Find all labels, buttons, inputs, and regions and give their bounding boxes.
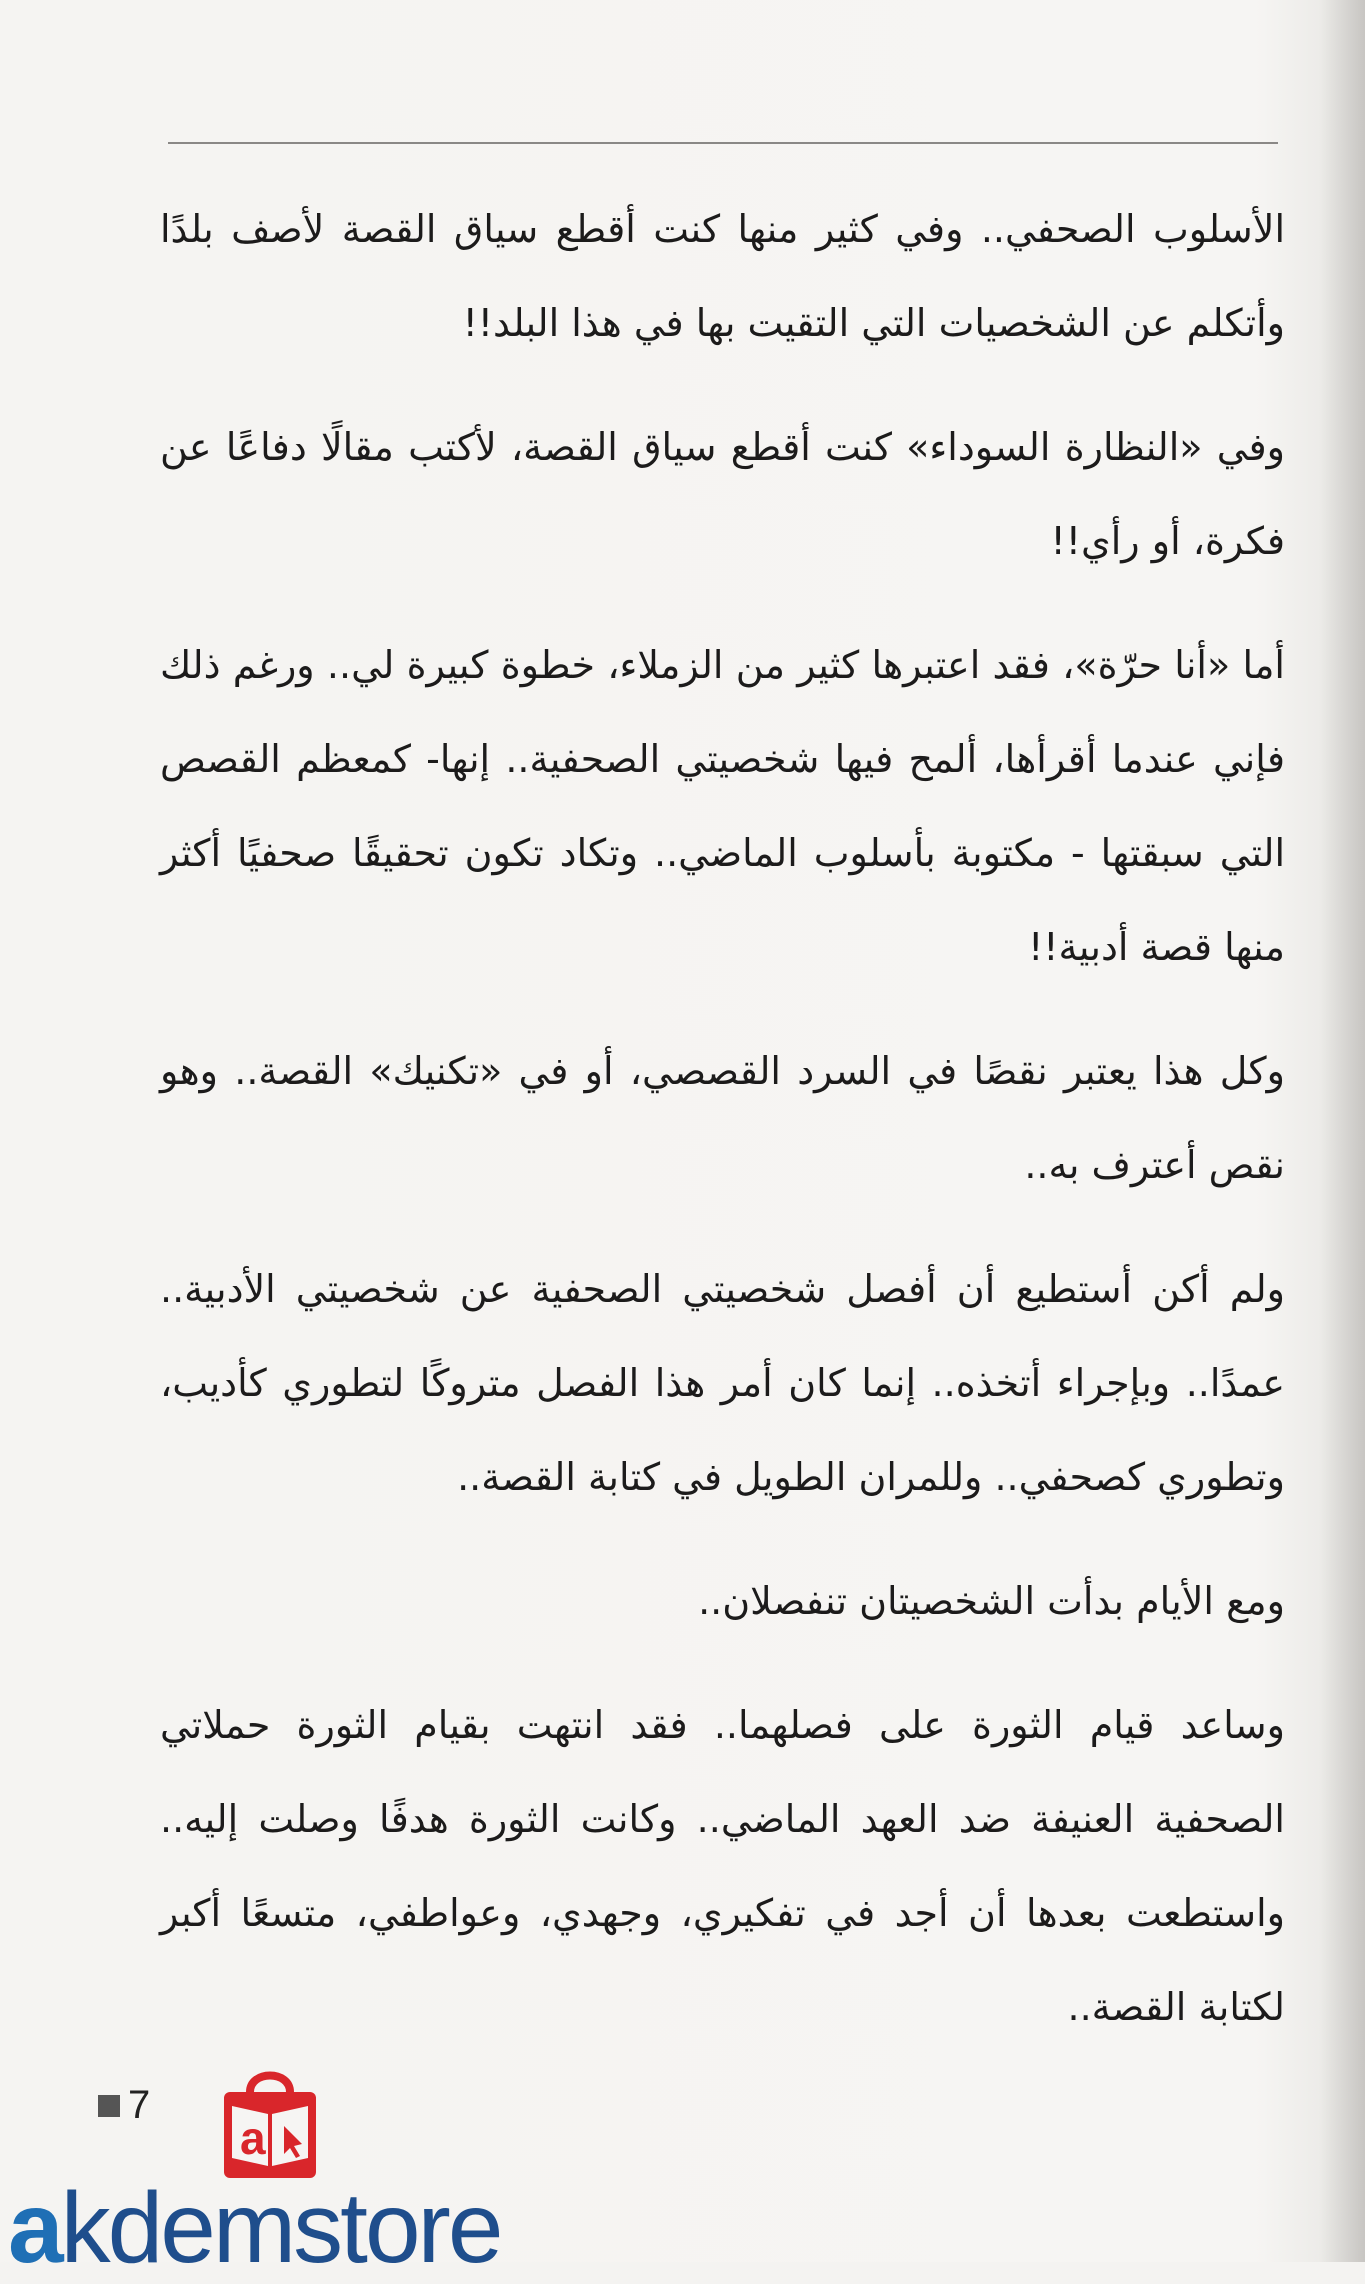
paragraph-1: الأسلوب الصحفي.. وفي كثير منها كنت أقطع سياق القصة لأصف بلدًا وأتكلم عن الشخصيات التي التقيت بها في هذا البلد!! bbox=[160, 207, 1285, 345]
paragraph-5: ولم أكن أستطيع أن أفصل شخصيتي الصحفية عن شخصيتي الأدبية.. عمدًا.. وبإجراء أتخذه.. إنما كان أمر هذا الفصل متروكًا لتطوري كأديب، وتطوري كصحفي.. وللمران الطويل في كتابة القصة.. bbox=[160, 1267, 1285, 1499]
paragraph-4: وكل هذا يعتبر نقصًا في السرد القصصي، أو في «تكنيك» القصة.. وهو نقص أعترف به.. bbox=[160, 1049, 1285, 1187]
brand-rest: kdemstore bbox=[60, 2172, 501, 2284]
paragraph-7: وساعد قيام الثورة على فصلهما.. فقد انتهت بقيام الثورة حملاتي الصحفية العنيفة ضد العهد الماضي.. وكانت الثورة هدفًا وصلت إليه.. واستطعت بعدها أن أجد في تفكيري، وجهدي، وعواطفي، متسعًا أكبر لكتابة القصة.. bbox=[160, 1703, 1285, 2029]
logo-icon-letter: a bbox=[240, 2112, 266, 2164]
page-body-text bbox=[160, 182, 1285, 2084]
paragraph-6: ومع الأيام بدأت الشخصيتان تنفصلان.. bbox=[698, 1579, 1285, 1623]
store-watermark-logo bbox=[0, 2050, 560, 2284]
brand-prefix: a bbox=[8, 2172, 61, 2284]
page-number-value: 7 bbox=[128, 2083, 151, 2127]
brand-wordmark bbox=[8, 2172, 501, 2284]
paragraph-2: وفي «النظارة السوداء» كنت أقطع سياق القصة، لأكتب مقالًا دفاعًا عن فكرة، أو رأي!! bbox=[160, 425, 1285, 563]
shopping-bag-book-icon bbox=[210, 2062, 330, 2184]
page-edge-shadow bbox=[1319, 0, 1365, 2262]
header-rule bbox=[168, 142, 1278, 144]
paragraph-3: أما «أنا حرّة»، فقد اعتبرها كثير من الزملاء، خطوة كبيرة لي.. ورغم ذلك فإني عندما أقرأها، ألمح فيها شخصيتي الصحفية.. إنها- كمعظم القصص التي سبقتها - مكتوبة بأسلوب الماضي.. وتكاد تكون تحقيقًا صحفيًا أكثر منها قصة أدبية!! bbox=[160, 643, 1285, 969]
